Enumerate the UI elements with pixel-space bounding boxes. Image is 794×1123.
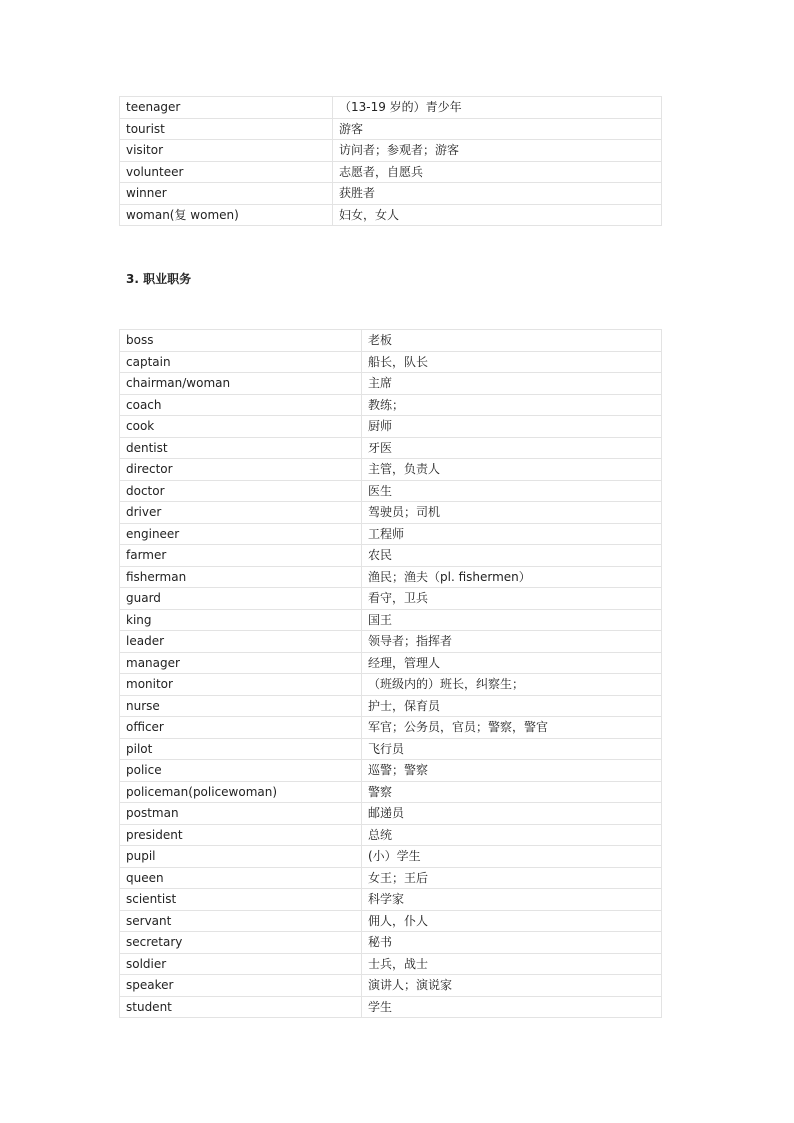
table-row: [120, 932, 662, 954]
english-word: tourist: [120, 118, 333, 140]
table-row: [120, 953, 662, 975]
english-word: driver: [120, 502, 362, 524]
english-word: student: [120, 996, 362, 1018]
english-word: woman(复 women): [120, 204, 333, 226]
chinese-meaning: 秘书: [362, 932, 662, 954]
section-heading: 3. 职业职务: [126, 272, 192, 286]
chinese-meaning: 船长，队长: [362, 351, 662, 373]
chinese-meaning: 教练；: [362, 394, 662, 416]
chinese-meaning: 学生: [362, 996, 662, 1018]
english-word: servant: [120, 910, 362, 932]
english-word: speaker: [120, 975, 362, 997]
chinese-meaning: 厨师: [362, 416, 662, 438]
table-row: [120, 588, 662, 610]
chinese-meaning: 护士，保育员: [362, 695, 662, 717]
english-word: coach: [120, 394, 362, 416]
vocabulary-table-occupations: [119, 329, 662, 1018]
table-row: [120, 183, 662, 205]
chinese-meaning: (小）学生: [362, 846, 662, 868]
english-word: secretary: [120, 932, 362, 954]
table-row: [120, 416, 662, 438]
table-row: [120, 975, 662, 997]
chinese-meaning: 老板: [362, 330, 662, 352]
chinese-meaning: 工程师: [362, 523, 662, 545]
chinese-meaning: 驾驶员；司机: [362, 502, 662, 524]
english-word: scientist: [120, 889, 362, 911]
english-word: manager: [120, 652, 362, 674]
chinese-meaning: 志愿者，自愿兵: [333, 161, 662, 183]
table-row: [120, 781, 662, 803]
table-row: [120, 394, 662, 416]
english-word: fisherman: [120, 566, 362, 588]
english-word: nurse: [120, 695, 362, 717]
table-row: [120, 717, 662, 739]
chinese-meaning: （13-19 岁的）青少年: [333, 97, 662, 119]
chinese-meaning: 经理，管理人: [362, 652, 662, 674]
table-row: [120, 824, 662, 846]
english-word: pilot: [120, 738, 362, 760]
chinese-meaning: 邮递员: [362, 803, 662, 825]
chinese-meaning: 获胜者: [333, 183, 662, 205]
chinese-meaning: 警察: [362, 781, 662, 803]
english-word: king: [120, 609, 362, 631]
chinese-meaning: （班级内的）班长，纠察生；: [362, 674, 662, 696]
chinese-meaning: 演讲人；演说家: [362, 975, 662, 997]
table-body: [120, 330, 662, 1018]
table-row: [120, 996, 662, 1018]
english-word: dentist: [120, 437, 362, 459]
table-row: [120, 523, 662, 545]
english-word: police: [120, 760, 362, 782]
english-word: farmer: [120, 545, 362, 567]
chinese-meaning: 巡警；警察: [362, 760, 662, 782]
chinese-meaning: 医生: [362, 480, 662, 502]
english-word: visitor: [120, 140, 333, 162]
chinese-meaning: 女王；王后: [362, 867, 662, 889]
chinese-meaning: 妇女，女人: [333, 204, 662, 226]
chinese-meaning: 主席: [362, 373, 662, 395]
chinese-meaning: 佣人，仆人: [362, 910, 662, 932]
chinese-meaning: 牙医: [362, 437, 662, 459]
table-row: [120, 652, 662, 674]
english-word: captain: [120, 351, 362, 373]
english-word: pupil: [120, 846, 362, 868]
table-row: [120, 760, 662, 782]
table-row: [120, 889, 662, 911]
table-row: [120, 330, 662, 352]
table-row: [120, 351, 662, 373]
chinese-meaning: 军官；公务员，官员；警察，警官: [362, 717, 662, 739]
english-word: doctor: [120, 480, 362, 502]
table-row: [120, 140, 662, 162]
english-word: soldier: [120, 953, 362, 975]
chinese-meaning: 士兵，战士: [362, 953, 662, 975]
table-row: [120, 803, 662, 825]
chinese-meaning: 访问者；参观者；游客: [333, 140, 662, 162]
table-row: [120, 545, 662, 567]
chinese-meaning: 科学家: [362, 889, 662, 911]
table-row: [120, 674, 662, 696]
table-row: [120, 437, 662, 459]
table-row: [120, 204, 662, 226]
table-row: [120, 502, 662, 524]
table-row: [120, 118, 662, 140]
table-row: [120, 566, 662, 588]
english-word: guard: [120, 588, 362, 610]
english-word: president: [120, 824, 362, 846]
chinese-meaning: 农民: [362, 545, 662, 567]
english-word: postman: [120, 803, 362, 825]
table-row: [120, 609, 662, 631]
table-row: [120, 867, 662, 889]
chinese-meaning: 渔民；渔夫（pl. fishermen）: [362, 566, 662, 588]
table-row: [120, 846, 662, 868]
chinese-meaning: 总统: [362, 824, 662, 846]
english-word: winner: [120, 183, 333, 205]
chinese-meaning: 看守，卫兵: [362, 588, 662, 610]
english-word: director: [120, 459, 362, 481]
english-word: leader: [120, 631, 362, 653]
table-row: [120, 695, 662, 717]
table-body: [120, 97, 662, 226]
english-word: engineer: [120, 523, 362, 545]
english-word: volunteer: [120, 161, 333, 183]
table-row: [120, 97, 662, 119]
english-word: officer: [120, 717, 362, 739]
english-word: policeman(policewoman): [120, 781, 362, 803]
table-row: [120, 373, 662, 395]
table-row: [120, 738, 662, 760]
table-row: [120, 161, 662, 183]
vocabulary-table-people: [119, 96, 662, 226]
chinese-meaning: 领导者；指挥者: [362, 631, 662, 653]
chinese-meaning: 主管，负责人: [362, 459, 662, 481]
table-row: [120, 459, 662, 481]
english-word: queen: [120, 867, 362, 889]
english-word: teenager: [120, 97, 333, 119]
chinese-meaning: 游客: [333, 118, 662, 140]
chinese-meaning: 国王: [362, 609, 662, 631]
chinese-meaning: 飞行员: [362, 738, 662, 760]
table-row: [120, 910, 662, 932]
english-word: boss: [120, 330, 362, 352]
table-row: [120, 480, 662, 502]
table-row: [120, 631, 662, 653]
english-word: monitor: [120, 674, 362, 696]
english-word: cook: [120, 416, 362, 438]
english-word: chairman/woman: [120, 373, 362, 395]
